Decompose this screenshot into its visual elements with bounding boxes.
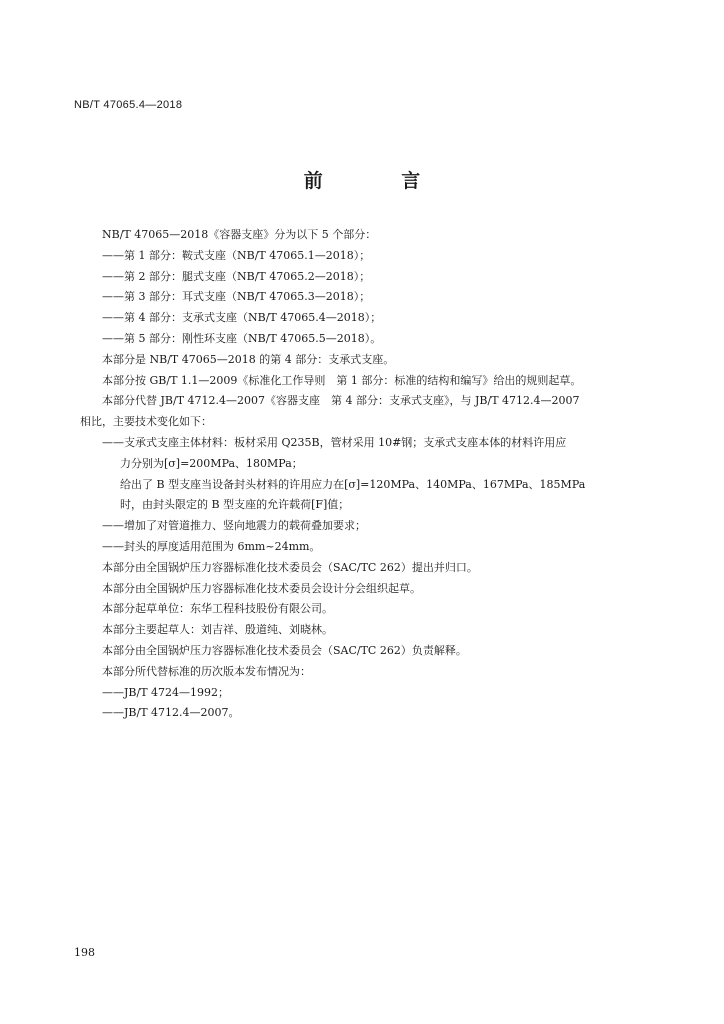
list-item: ——JB/T 4712.4—2007。: [102, 706, 240, 720]
list-item: ——JB/T 4724—1992；: [102, 685, 230, 699]
paragraph-line: 力分别为[σ]=200MPa、180MPa；: [120, 456, 303, 470]
list-item: ——第 3 部分：耳式支座（NB/T 47065.3—2018）；: [102, 290, 371, 304]
foreword-body: [80, 225, 660, 724]
paragraph-line: 本部分代替 JB/T 4712.4—2007《容器支座 第 4 部分：支承式支座》，与 JB/T 4712.4—2007: [102, 394, 580, 408]
list-item: ——第 4 部分：支承式支座（NB/T 47065.4—2018）；: [102, 311, 382, 325]
paragraph-line: 本部分主要起草人：刘吉祥、殷道纯、刘晓林。: [102, 623, 333, 637]
list-item: ——第 1 部分：鞍式支座（NB/T 47065.1—2018）；: [102, 248, 371, 262]
standard-code-header: NB/T 47065.4—2018: [74, 99, 183, 111]
paragraph-line: 本部分由全国锅炉压力容器标准化技术委员会（SAC/TC 262）负责解释。: [102, 643, 467, 657]
list-item: ——第 5 部分：刚性环支座（NB/T 47065.5—2018）。: [102, 331, 382, 345]
paragraph-line: 给出了 B 型支座当设备封头材料的许用应力在[σ]=120MPa、140MPa、167MPa、185MPa: [120, 477, 586, 491]
list-item: ——增加了对管道推力、竖向地震力的载荷叠加要求；: [102, 519, 366, 533]
page-title: 前 言: [303, 170, 457, 192]
paragraph-line: 相比，主要技术变化如下：: [80, 415, 212, 429]
list-item: ——第 2 部分：腿式支座（NB/T 47065.2—2018）；: [102, 269, 371, 283]
list-item: ——封头的厚度适用范围为 6mm~24mm。: [102, 539, 321, 553]
paragraph-line: 本部分起草单位：东华工程科技股份有限公司。: [102, 602, 333, 616]
paragraph-line: 本部分是 NB/T 47065—2018 的第 4 部分：支承式支座。: [102, 352, 395, 366]
paragraph-line: 本部分由全国锅炉压力容器标准化技术委员会设计分会组织起草。: [102, 581, 421, 595]
paragraph-line: 时，由封头限定的 B 型支座的允许载荷[F]值；: [120, 498, 350, 512]
list-item: ——支承式支座主体材料：板材采用 Q235B，管材采用 10#钢；支承式支座本体的材料许用应: [102, 435, 567, 449]
paragraph-line: 本部分所代替标准的历次版本发布情况为：: [102, 664, 311, 678]
paragraph-line: 本部分由全国锅炉压力容器标准化技术委员会（SAC/TC 262）提出并归口。: [102, 560, 478, 574]
page-number: 198: [74, 946, 95, 959]
paragraph-line: 本部分按 GB/T 1.1—2009《标准化工作导则 第 1 部分：标准的结构和编写》给出的规则起草。: [102, 373, 582, 387]
paragraph-line: NB/T 47065—2018《容器支座》分为以下 5 个部分：: [102, 228, 377, 241]
